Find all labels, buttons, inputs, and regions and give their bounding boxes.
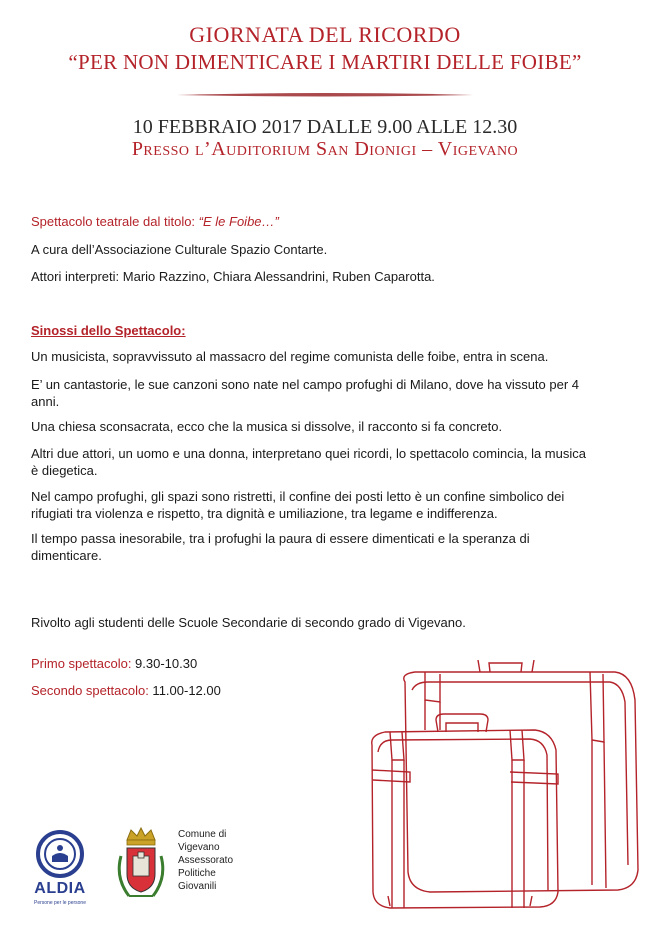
comune-line: Assessorato [178,855,234,866]
vigevano-crest [113,826,169,906]
sinossi-paragraph: Altri due attori, un uomo e una donna, interpretano quei ricordi, lo spettacolo comincia, la musica è diegetica. [31,446,586,478]
primo-time: 9.30-10.30 [131,656,198,671]
secondo-time: 11.00-12.00 [148,683,221,698]
page-subtitle: “PER NON DIMENTICARE I MARTIRI DELLE FOIBE” [68,50,582,74]
rivolto-line: Rivolto agli studenti delle Scuole Secondarie di secondo grado di Vigevano. [31,615,466,630]
comune-line: Comune di [178,829,227,840]
comune-text [178,828,258,893]
page-title: GIORNATA DEL RICORDO [189,22,461,47]
a-cura-line: A cura dell’Associazione Culturale Spazio Contarte. [31,242,328,257]
sinossi-paragraph: Una chiesa sconsacrata, ecco che la musica si dissolve, il racconto si fa concreto. [31,419,503,434]
suitcases-illustration [360,660,650,910]
aldia-tagline: Persone per le persone [34,900,86,906]
sinossi-heading: Sinossi dello Spettacolo: [31,323,186,338]
comune-line: Vigevano [178,842,220,853]
event-date: 10 FEBBRAIO 2017 DALLE 9.00 ALLE 12.30 [132,116,518,138]
comune-line: Politiche [178,868,216,879]
brush-divider [175,92,475,98]
sinossi-paragraph: Nel campo profughi, gli spazi sono ristretti, il confine dei posti letto è un confine simbolico dei rifugiati tra violenza e rispetto, tra dignità e umiliazione, tra legame e indifferenza. [31,489,565,521]
comune-line: Giovanili [178,881,217,892]
spettacolo-title-line [31,213,596,230]
aldia-name: ALDIA [34,880,86,897]
sinossi-paragraph: Un musicista, sopravvissuto al massacro del regime comunista delle foibe, entra in scena. [31,349,549,364]
spettacolo-titolo: “E le Foibe…” [198,214,279,229]
sinossi-paragraph: E’ un cantastorie, le sue canzoni sono nate nel campo profughi di Milano, dove ha vissuto per 4 anni. [31,377,580,409]
primo-label: Primo spettacolo: [31,656,132,671]
spettacolo-label: Spettacolo teatrale dal titolo: [31,214,199,229]
attori-line: Attori interpreti: Mario Razzino, Chiara Alessandrini, Ruben Caparotta. [31,269,435,284]
secondo-label: Secondo spettacolo: [31,683,149,698]
event-venue: Presso l’Auditorium San Dionigi – Vigevano [131,138,519,160]
sinossi-paragraph: Il tempo passa inesorabile, tra i profughi la paura di essere dimenticati e la speranza di dimenticare. [31,531,530,563]
